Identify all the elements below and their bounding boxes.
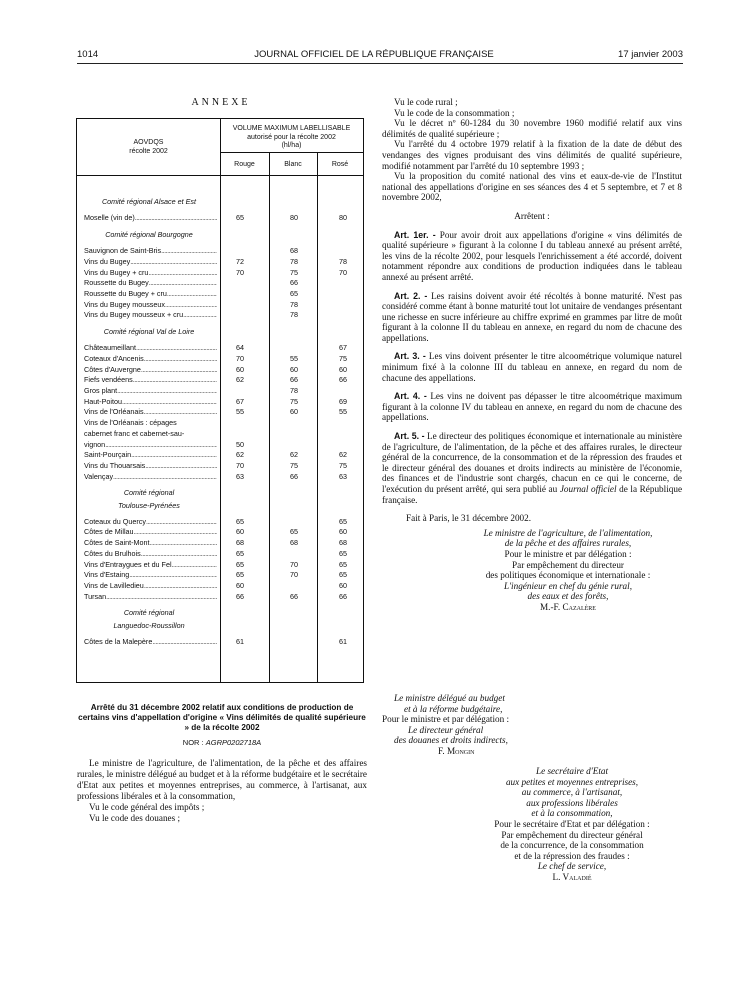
rouge-value: 72	[236, 256, 244, 266]
rose-value: 60	[339, 580, 347, 590]
group-name: Comité régional Alsace et Est	[101, 197, 196, 206]
article-label: Art. 4. -	[394, 391, 427, 402]
rouge-value: 60	[236, 364, 244, 374]
arrete-preamble-left	[77, 758, 367, 824]
table-row	[77, 440, 363, 451]
signature-block-budget	[382, 693, 582, 757]
delegation-line-text: Le directeur général	[408, 724, 484, 735]
signatory-title-line: Le secrétaire d'Etat	[535, 766, 609, 776]
blanc-value: 66	[290, 471, 298, 481]
article-4	[382, 391, 682, 423]
article-text: Les vins ne doivent pas dépasser le titre alcoométrique maximum figurant à la colonne IV du tableau en annexe, en regard du nom de chacune des appellations.	[382, 391, 683, 423]
article-text: de la République française.	[382, 484, 683, 505]
blanc-value: 62	[290, 450, 298, 460]
rouge-value: 63	[236, 471, 244, 481]
header-rule	[77, 63, 683, 64]
rose-value: 80	[339, 213, 347, 223]
table-row	[77, 300, 363, 311]
blanc-value: 75	[290, 396, 298, 406]
group-name: Languedoc-Roussillon	[113, 620, 185, 630]
rose-value: 61	[339, 636, 347, 646]
fait-a-paris: Fait à Paris, le 31 décembre 2002.	[406, 513, 532, 524]
blanc-value: 75	[290, 460, 298, 470]
delegation-line	[382, 735, 582, 746]
delegation-line: Pour le ministre et par délégation :	[382, 714, 510, 725]
rose-value: 67	[339, 343, 347, 353]
signatory-title-line: et à la réforme budgétaire,	[404, 703, 503, 714]
table-row	[77, 581, 363, 592]
appellation-name: Vins du Bugey .....	[84, 257, 217, 268]
table-row	[77, 637, 363, 648]
delegation-line-text: Le chef de service,	[537, 861, 607, 872]
signatory-title	[382, 704, 582, 715]
rouge-value: 65	[236, 213, 244, 223]
delegation-line	[442, 591, 682, 602]
delegation-line: Par empêchement du directeur général	[501, 829, 643, 840]
blanc-value: 78	[290, 310, 298, 320]
vu-line: Vu la proposition du comité national des vins et eaux-de-vie de l'Institut national des appellations d'origine en ses séances des 4 et 5 septembre, et 7 et 8 novembre 2002,	[382, 171, 682, 203]
appellation-name: Côtes de Saint-Mont .....	[84, 538, 217, 549]
rouge-value: 60	[236, 580, 244, 590]
appellation-name: Vins d'Estaing .....	[84, 570, 217, 581]
blanc-value: 75	[290, 267, 298, 277]
rose-value: 75	[339, 460, 347, 470]
table-row	[77, 549, 363, 560]
appellation-name: Vins du Bugey mousseux + cru .....	[84, 310, 217, 321]
article-3	[382, 351, 682, 383]
col-header-aovdqs: AOVDQS récolte 2002	[129, 139, 168, 155]
group-name: Comité régional	[123, 488, 175, 498]
group-name: Comité régional	[123, 608, 175, 618]
appellation-name: Coteaux du Quercy .....	[84, 517, 217, 528]
rouge-value: 67	[236, 396, 244, 406]
appellation-name: Vins du Bugey mousseux .....	[84, 300, 217, 311]
rose-value: 75	[339, 353, 347, 363]
table-row	[77, 246, 363, 257]
article-label: Art. 3. -	[394, 351, 426, 362]
journal-title: JOURNAL OFFICIEL DE LA RÉPUBLIQUE FRANÇAISE	[254, 49, 494, 60]
rouge-value: 70	[236, 353, 244, 363]
col-header-rose: Rosé	[331, 161, 349, 168]
article-text: Les vins doivent présenter le titre alcoométrique volumique naturel minimum fixé à la colonne III du tableau en annexe, en regard du nom de chacune des appellations.	[382, 351, 682, 383]
rouge-value: 70	[236, 267, 244, 277]
signature-block-agriculture	[442, 528, 682, 613]
blanc-value: 66	[290, 375, 298, 385]
blanc-value: 68	[290, 538, 298, 548]
blanc-value: 78	[290, 256, 298, 266]
signatory-title-line: Le ministre délégué au budget	[394, 693, 505, 703]
vu-line: Vu le code des douanes ;	[89, 813, 181, 823]
appellation-name: Fiefs vendéens .....	[84, 375, 217, 386]
table-row	[77, 375, 363, 386]
appellation-name: Valençay .....	[84, 472, 217, 483]
delegation-line: Par empêchement du directeur	[512, 559, 624, 570]
blanc-value: 65	[290, 527, 298, 537]
article-label: Art. 2. -	[394, 290, 428, 301]
table-row	[77, 343, 363, 354]
signatory-title-line: de la pêche et des affaires rurales,	[504, 538, 632, 549]
rouge-value: 65	[236, 548, 244, 558]
signatory-title-line: aux petites et moyennes entreprises,	[505, 776, 639, 787]
rouge-value: 62	[236, 450, 244, 460]
delegation-line: Pour le secrétaire d'Etat et par délégation :	[494, 818, 650, 829]
table-row	[77, 386, 363, 397]
col-header-blanc: Blanc	[284, 161, 302, 168]
delegation-line: et de la répression des fraudes :	[514, 850, 630, 861]
vu-line: Vu le code de la consommation ;	[394, 107, 515, 118]
table-group-heading	[77, 621, 363, 632]
signatory-title-line: Le ministre de l'agriculture, de l'alimentation,	[483, 527, 653, 538]
vu-line: Vu le décret nº 60-1284 du 30 novembre 1960 modifié relatif aux vins délimités de qualité supérieure ;	[382, 118, 682, 139]
rose-value: 62	[339, 450, 347, 460]
table-group-heading	[77, 197, 363, 208]
table-row	[77, 538, 363, 549]
table-row	[77, 560, 363, 571]
appellation-name: Tursan .....	[84, 592, 217, 603]
blanc-value: 55	[290, 353, 298, 363]
delegation-line	[462, 861, 682, 872]
article-label: Art. 1er. -	[394, 229, 436, 240]
appellation-name: Roussette du Bugey + cru .....	[84, 289, 217, 300]
article-label: Art. 5. -	[394, 431, 425, 442]
appellation-name: Vins de l'Orléanais .....	[84, 407, 217, 418]
article-5	[382, 431, 682, 505]
delegation-line-text: des douanes et droits indirects,	[394, 735, 508, 746]
article-text: Les raisins doivent avoir été récoltés à bonne maturité. N'est pas considéré comme étant à bonne maturité tout lot unitaire de vendanges présentant une richesse en sucre inférieure au chiffre exprimé en grammes par litre de moût figurant à la colonne II du tableau en annexe, en regard du nom de chacune des appellations.	[382, 290, 682, 343]
appellation-name: Vins de Lavilledieu .....	[84, 581, 217, 592]
table-group-heading	[77, 608, 363, 619]
appellation-name: cabernet franc et cabernet-sau-	[84, 428, 185, 438]
table-row	[77, 310, 363, 321]
table-row	[77, 365, 363, 376]
appellation-name: Moselle (vin de) .....	[84, 213, 217, 224]
table-group-heading	[77, 488, 363, 499]
col-header-volume-line: (hl/ha)	[281, 142, 302, 149]
table-group-heading	[77, 501, 363, 512]
journal-officiel-ref: Journal officiel	[559, 484, 617, 494]
delegation-line: de la concurrence, de la consommation	[500, 840, 644, 851]
intro-paragraph: Le ministre de l'agriculture, de l'alimentation, de la pêche et des affaires rurales, le ministre délégué au budget et à la réforme budgétaire et le secrétaire d'Etat aux petites et moyennes entreprises, au commerce, à l'artisanat, aux professions libérales et à la consommation,	[77, 758, 367, 801]
signatory-name: F. Mongin	[438, 745, 475, 756]
signatory-title	[462, 766, 682, 777]
rouge-value: 62	[236, 375, 244, 385]
vu-line: Vu le code rural ;	[394, 97, 458, 107]
rose-value: 69	[339, 396, 347, 406]
blanc-value: 80	[290, 213, 298, 223]
appellation-name: vignon .....	[84, 440, 217, 451]
table-row	[77, 268, 363, 279]
blanc-value: 68	[290, 246, 298, 256]
rouge-value: 66	[236, 591, 244, 601]
vu-line: Vu l'arrêté du 4 octobre 1979 relatif à la fixation de la date de début des vendanges des vignes produisant des vins délimités de qualité supérieure, modifié notamment par l'arrêté du 10 septembre 1993 ;	[382, 139, 682, 171]
appellation-name: Côtes de Millau .....	[84, 527, 217, 538]
table-row	[77, 213, 363, 224]
col-header-volume-line: VOLUME MAXIMUM LABELLISABLE	[232, 125, 351, 132]
rose-value: 68	[339, 538, 347, 548]
blanc-value: 70	[290, 570, 298, 580]
table-row	[77, 592, 363, 603]
table-row	[77, 354, 363, 365]
delegation-line: Pour le ministre et par délégation :	[504, 548, 632, 559]
signatory-title-line: et à la consommation,	[531, 808, 613, 819]
table-row	[77, 257, 363, 268]
table-row	[77, 570, 363, 581]
blanc-value: 78	[290, 386, 298, 395]
table-row	[77, 418, 363, 429]
appellation-name: Châteaumeillant .....	[84, 343, 217, 354]
blanc-value: 66	[290, 278, 298, 288]
annexe-title: ANNEXE	[191, 97, 251, 108]
appellation-name: Côtes d'Auvergne .....	[84, 365, 217, 376]
rose-value: 78	[339, 256, 347, 266]
rose-value: 55	[339, 407, 347, 417]
rose-value: 60	[339, 364, 347, 374]
group-name: Comité régional Bourgogne	[105, 229, 193, 239]
article-text: Pour avoir droit aux appellations d'origine « vins délimités de qualité supérieure » figurant à la colonne I du tableau annexé au présent arrêté, les vins de la récolte 2002, pour lesquels l'enrichissement a été accordé, doivent notamment répondre aux conditions de production indiquées dans le tableau annexé au présent arrêté.	[382, 229, 683, 282]
page-number: 1014	[77, 49, 99, 60]
col-header-volume-line: autorisé pour la récolte 2002	[247, 133, 336, 141]
nor-code: AGRP0202718A	[205, 738, 262, 747]
rose-value: 70	[339, 267, 347, 277]
table-row	[77, 397, 363, 408]
signatory-title	[462, 787, 682, 798]
signatory-title	[442, 538, 682, 549]
annexe-table	[76, 118, 364, 683]
issue-date: 17 janvier 2003	[618, 49, 683, 60]
rouge-value: 68	[236, 538, 244, 548]
table-row	[77, 472, 363, 483]
right-column	[382, 97, 682, 613]
article-2	[382, 291, 682, 344]
col-header-volume	[220, 125, 363, 151]
table-row	[77, 429, 363, 440]
rouge-value: 70	[236, 460, 244, 470]
delegation-line	[442, 581, 682, 592]
table-divider	[220, 152, 363, 153]
table-group-heading	[77, 230, 363, 241]
rose-value: 63	[339, 471, 347, 481]
blanc-value: 70	[290, 559, 298, 569]
appellation-name: Côtes du Brulhois .....	[84, 549, 217, 560]
signatory-title	[462, 798, 682, 809]
table-row	[77, 289, 363, 300]
rose-value: 65	[339, 559, 347, 569]
vu-line: Vu le code général des impôts ;	[89, 802, 205, 812]
signatory-name: M.-F. Cazalère	[540, 601, 596, 612]
blanc-value: 60	[290, 364, 298, 374]
appellation-name: Côtes de la Malepère .....	[84, 637, 217, 648]
rouge-value: 65	[236, 516, 244, 526]
blanc-value: 60	[290, 407, 298, 417]
blanc-value: 78	[290, 299, 298, 309]
appellation-name: Saint-Pourçain .....	[84, 450, 217, 461]
delegation-line	[382, 725, 582, 736]
rose-value: 65	[339, 548, 347, 558]
rouge-value: 55	[236, 407, 244, 417]
appellation-name: Vins d'Entraygues et du Fel .....	[84, 560, 217, 571]
blanc-value: 65	[290, 288, 298, 298]
nor-reference	[77, 738, 367, 747]
signatory-title	[462, 777, 682, 788]
appellation-name: Sauvignon de Saint-Bris .....	[84, 246, 217, 257]
rouge-value: 64	[236, 343, 244, 353]
table-group-heading	[77, 327, 363, 338]
signatory-title	[442, 528, 682, 539]
appellation-name: Haut-Poitou .....	[84, 397, 217, 408]
table-row	[77, 450, 363, 461]
rose-value: 60	[339, 527, 347, 537]
blanc-value: 66	[290, 591, 298, 601]
rose-value: 66	[339, 375, 347, 385]
rose-value: 65	[339, 570, 347, 580]
appellation-name: Vins du Bugey + cru .....	[84, 268, 217, 279]
table-row	[77, 461, 363, 472]
delegation-line-text: L'ingénieur en chef du génie rural,	[503, 580, 632, 591]
appellation-name: Gros plant .....	[84, 386, 217, 397]
group-name: Toulouse-Pyrénées	[118, 500, 180, 510]
table-divider	[77, 175, 363, 176]
article-1	[382, 230, 682, 283]
rouge-value: 65	[236, 559, 244, 569]
table-row	[77, 527, 363, 538]
signature-block-secretaire	[462, 766, 682, 883]
appellation-name: Roussette du Bugey .....	[84, 278, 217, 289]
signatory-title	[462, 808, 682, 819]
delegation-line-text: des eaux et des forêts,	[527, 591, 609, 602]
appellation-name: Vins de l'Orléanais : cépages	[84, 418, 177, 428]
rose-value: 65	[339, 516, 347, 526]
signatory-name: L. Valadié	[552, 871, 592, 882]
appellation-name: Vins du Thouarsais .....	[84, 461, 217, 472]
rouge-value: 60	[236, 527, 244, 537]
delegation-line: des politiques économique et internationale :	[485, 570, 651, 581]
rouge-value: 61	[236, 636, 244, 646]
arrete-title: Arrêté du 31 décembre 2002 relatif aux conditions de production de certains vins d'appellation d'origine « Vins délimités de qualité supérieure » de la récolte 2002	[78, 703, 366, 732]
signatory-title	[382, 693, 582, 704]
table-row	[77, 407, 363, 418]
arretent-heading: Arrêtent :	[514, 210, 550, 221]
group-name: Comité régional Val de Loire	[103, 327, 195, 336]
appellation-name: Coteaux d'Ancenis .....	[84, 354, 217, 365]
page-header	[0, 49, 748, 63]
rouge-value: 65	[236, 570, 244, 580]
table-row	[77, 517, 363, 528]
nor-label: NOR :	[182, 738, 204, 747]
signatory-title-line: au commerce, à l'artisanat,	[521, 787, 623, 798]
rose-value: 66	[339, 591, 347, 601]
table-row	[77, 278, 363, 289]
col-header-rouge: Rouge	[234, 161, 255, 168]
article-text: Le directeur des politiques économique et internationale au ministère de l'agriculture, de l'alimentation, de la pêche et des affaires rurales, le directeur général de la concurrence, de la consommation et de la répression des fraudes et le directeur général des douanes et droits indirects au ministère de l'économie, des finances et de l'industrie sont chargés, chacun en ce qui le concerne, de l'exécution du présent arrêté, qui sera publié au	[382, 431, 682, 494]
rouge-value: 50	[236, 439, 244, 449]
signatory-title-line: aux professions libérales	[526, 797, 618, 808]
